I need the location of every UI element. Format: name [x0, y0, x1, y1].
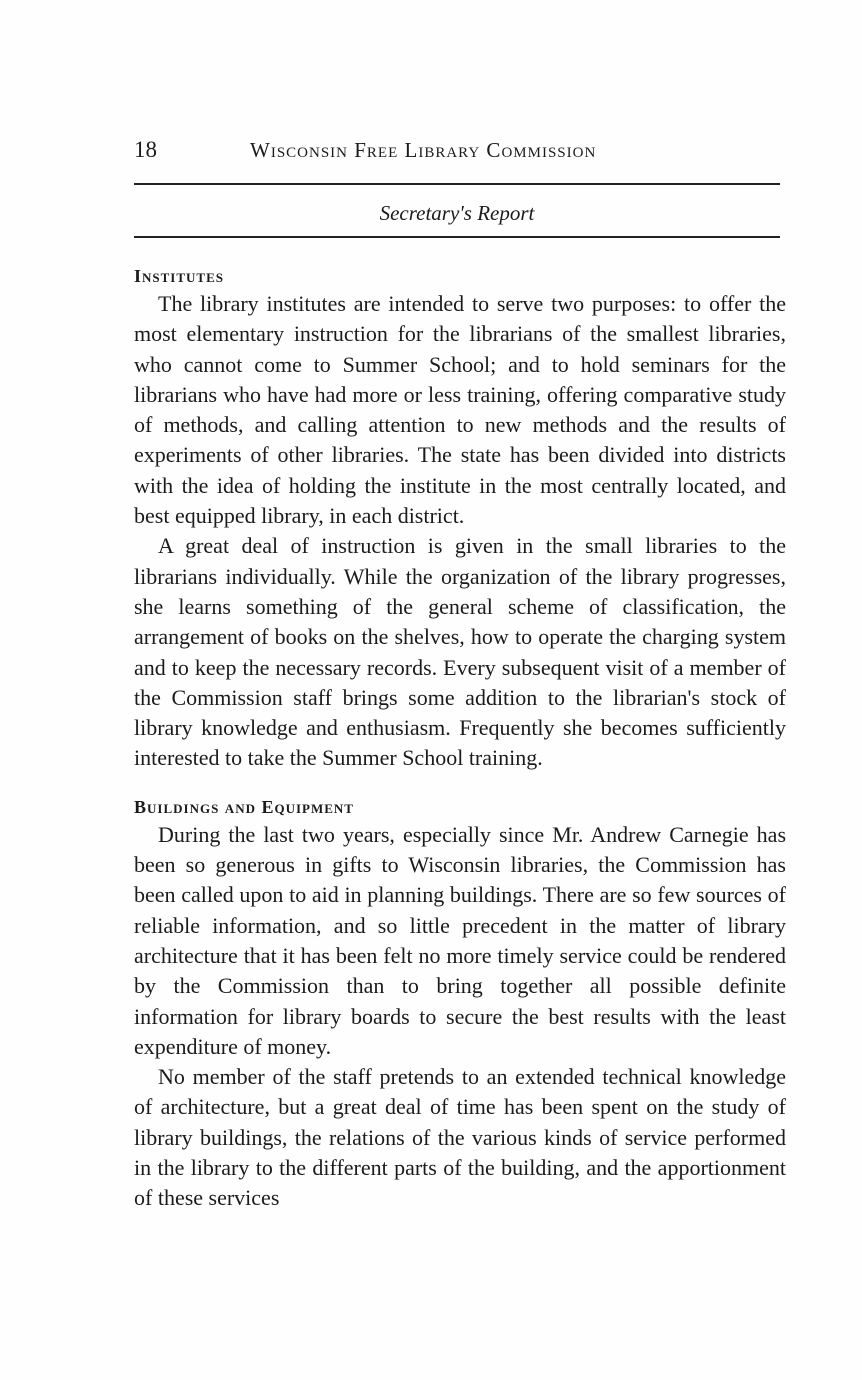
paragraph-building-planning: During the last two years, especially since Mr. Andrew Carnegie has been so generous in gifts to Wisconsin libraries, the Commission has been called upon to aid in planning buildings. There are so few sources of reliable information, and so little precedent in the matter of library architecture that it has been felt no more timely service could be rendered by the Commission than to bring together all possible definite information for library boards to secure the best results with the least expenditure of money.	[134, 821, 786, 1059]
section-buildings-equipment	[134, 794, 786, 1214]
running-head	[134, 135, 780, 165]
paragraph-individual-instruction: A great deal of instruction is given in the small libraries to the librarians individually. While the organization of the library progresses, she learns something of the general scheme of classification, the arrangement of books on the shelves, how to operate the charging system and to keep the necessary records. Every subsequent visit of a member of the Commission staff brings some addition to the librarian's stock of library knowledge and enthusiasm. Frequently she becomes sufficiently interested to take the Summer School training.	[134, 533, 786, 771]
paragraph-institutes-purposes: The library institutes are intended to serve two purposes: to offer the most elementary instruction for the librarians of the smallest libraries, who cannot come to Summer School; and to hold seminars for the librarians who have had more or less training, offering comparative study of methods, and calling attention to new methods and the results of experiments of other libraries. The state has been divided into districts with the idea of holding the institute in the most centrally located, and best equipped library, in each district.	[134, 291, 786, 529]
section-heading-institutes: Institutes	[134, 266, 224, 286]
section-spacer	[134, 774, 786, 794]
header-rule-top	[134, 183, 780, 185]
section-heading-buildings-equipment: Buildings and Equipment	[134, 796, 354, 817]
page-body	[134, 263, 786, 1214]
paragraph-architecture-study: No member of the staff pretends to an extended technical knowledge of architecture, but a great deal of time has been spent on the study of library buildings, the relations of the various kinds of service performed in the library to the different parts of the building, and the apportionment of these services	[134, 1064, 786, 1211]
running-title: Wisconsin Free Library Commission	[250, 138, 597, 162]
section-institutes	[134, 263, 786, 774]
report-subheading: Secretary's Report	[379, 201, 535, 225]
page-number: 18	[134, 137, 157, 162]
header-rule-bottom	[134, 236, 780, 238]
